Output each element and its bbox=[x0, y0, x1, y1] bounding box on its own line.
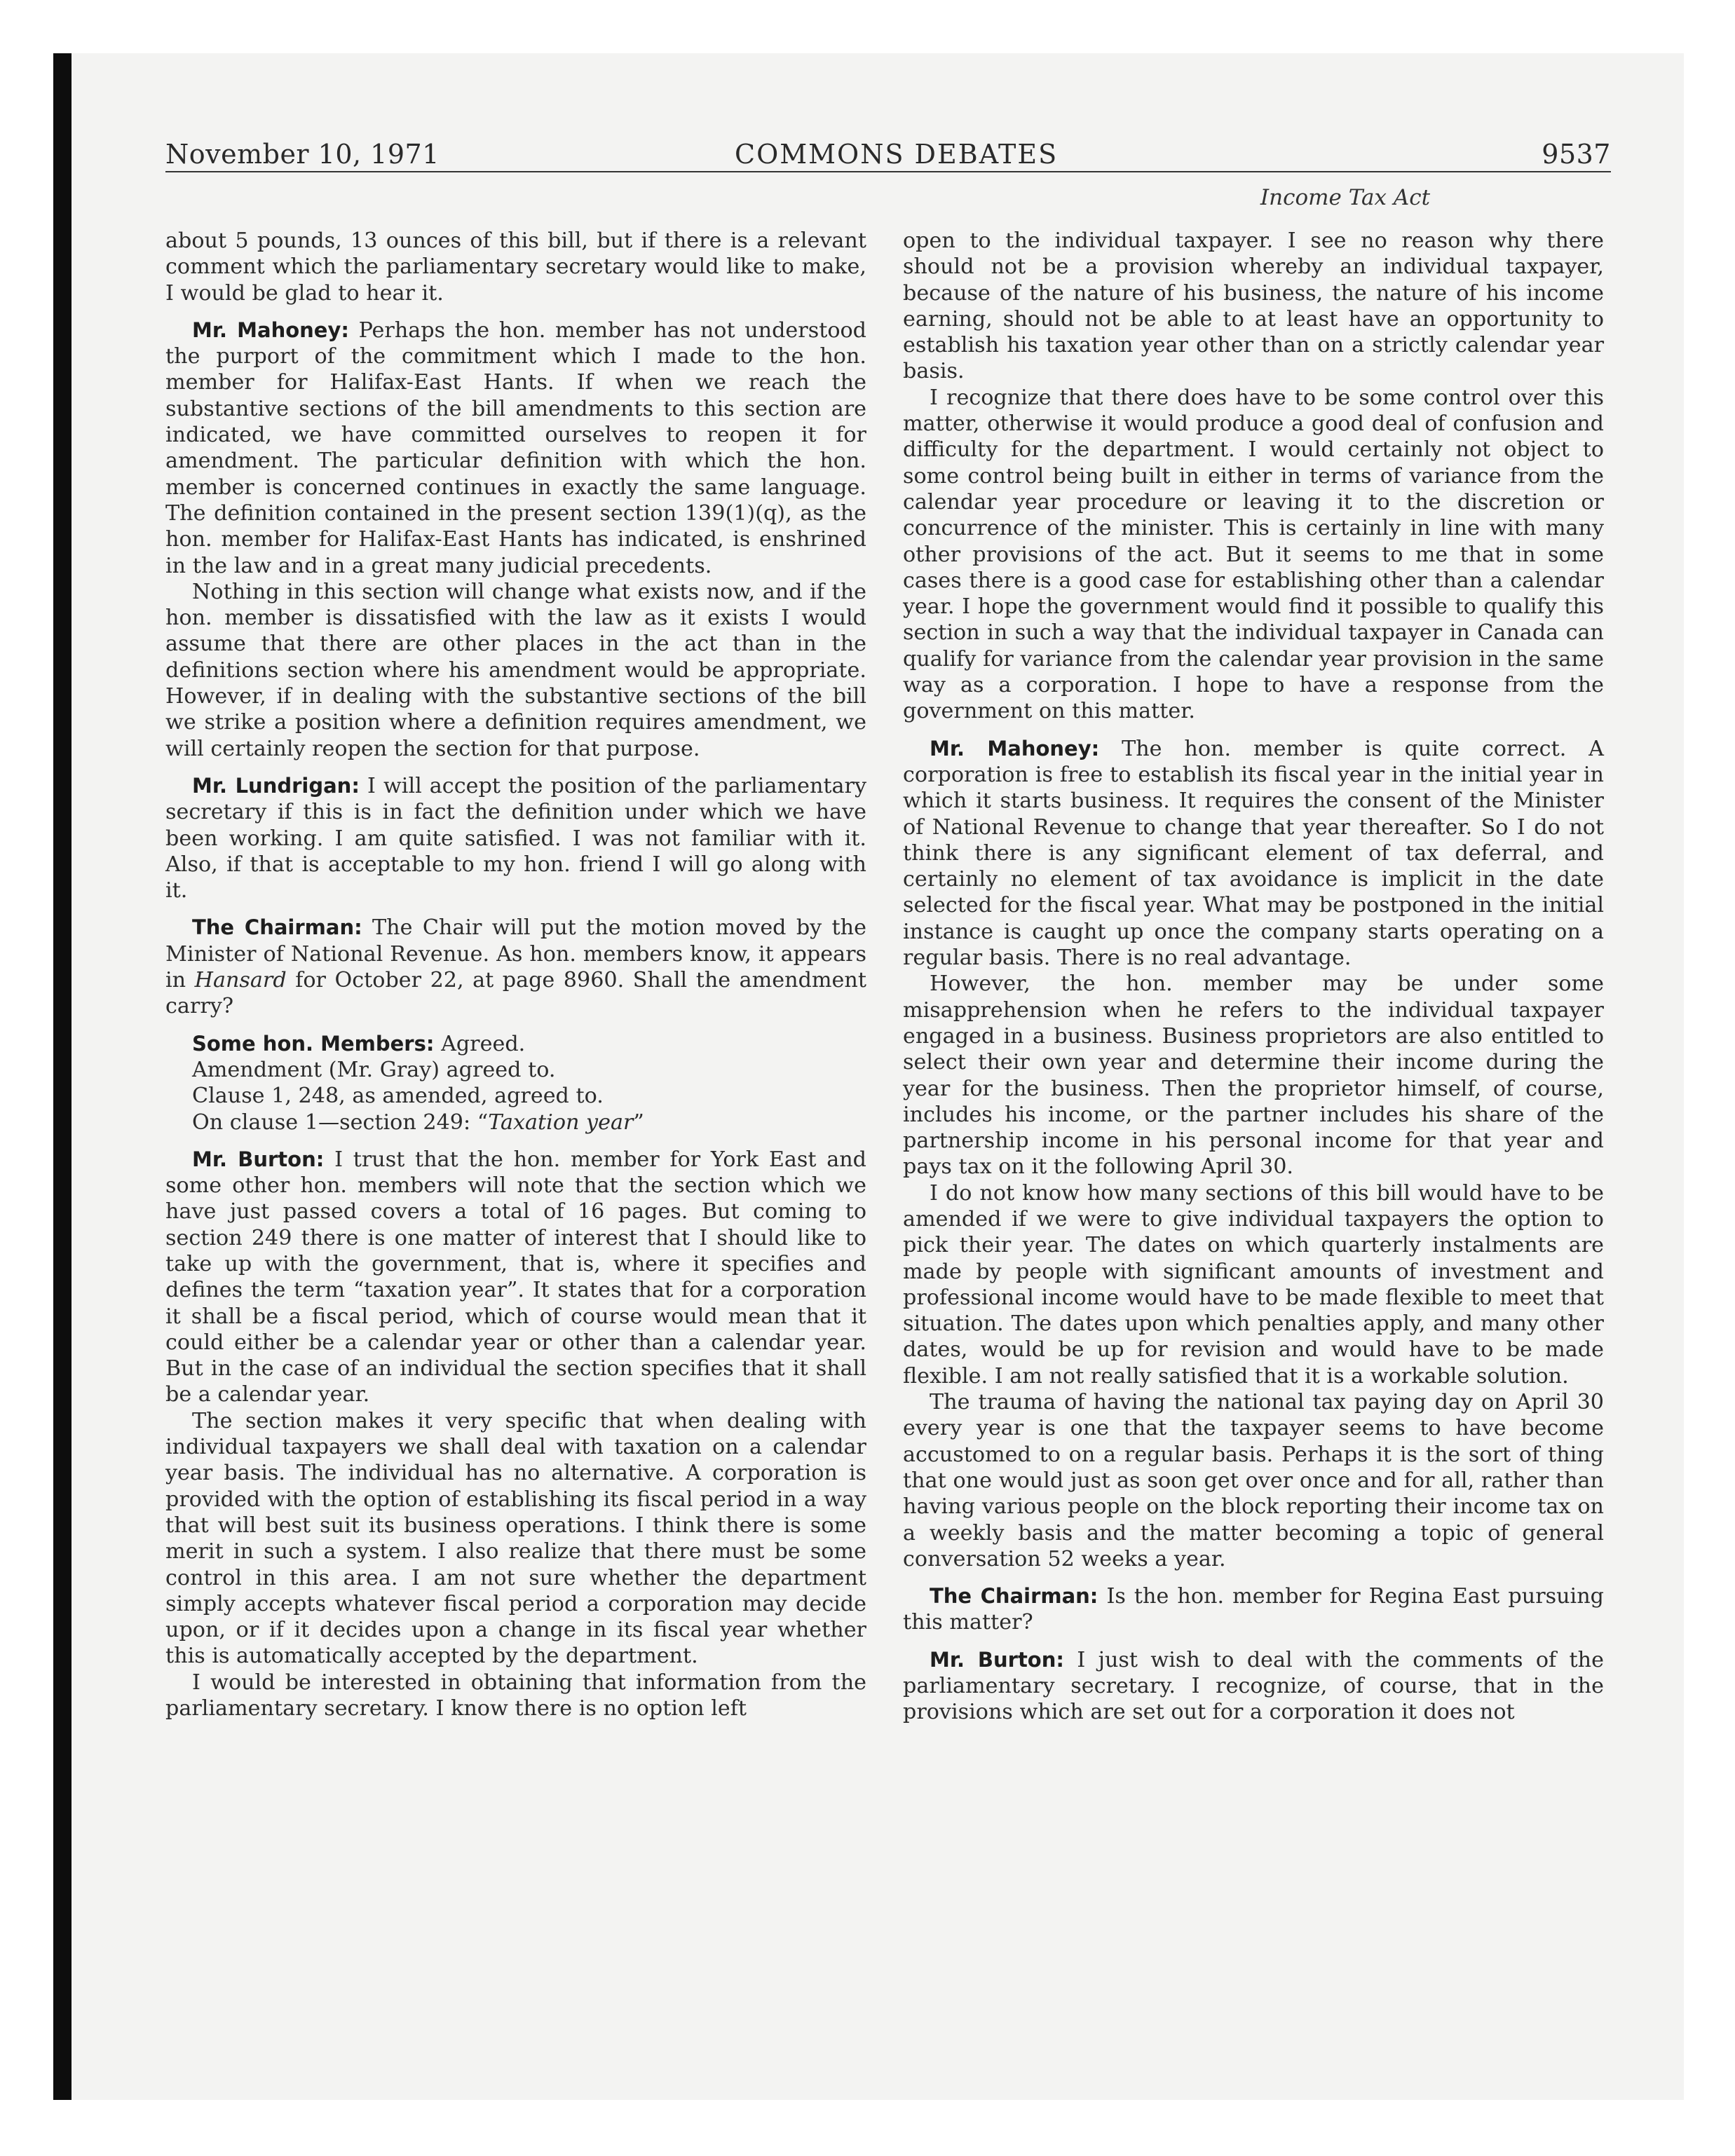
speech bbox=[165, 1147, 866, 1408]
paragraph bbox=[903, 1389, 1604, 1572]
procedure-line bbox=[165, 1083, 866, 1109]
header-title: COMMONS DEBATES bbox=[735, 139, 1059, 170]
speaker-name: Mr. Burton: bbox=[930, 1647, 1064, 1672]
paragraph-text: Clause 1, 248, as amended, agreed to. bbox=[192, 1084, 604, 1109]
paragraph-text: The section makes it very specific that when dealing with individual taxpayers we shall deal with taxation on a calendar year basis. The individual has no alternative. A corporation is provided with the option of establishing its fiscal period in a way that will best suit its business operations. I think there is some merit in such a system. I also realize that there must be some control in this area. I am not sure whether the department simply accepts whatever fiscal period a corporation may decide upon, or if it decides upon a change in its fiscal year whether this is automatically accepted by the department. bbox=[165, 1408, 866, 1669]
speech bbox=[165, 915, 866, 1019]
speech-text: I just wish to deal with the comments of the parliamentary secretary. I recognize, of course, that in the provisions which are set out for a corporation it does not bbox=[903, 1647, 1604, 1725]
header-date: November 10, 1971 bbox=[165, 139, 440, 170]
speaker-name: Mr. Burton: bbox=[192, 1147, 325, 1171]
paragraph-text: about 5 pounds, 13 ounces of this bill, but if there is a relevant comment which the parliamentary secretary would like to make, I would be glad to hear it. bbox=[165, 228, 866, 306]
speech bbox=[903, 1583, 1604, 1636]
paragraph-text: The trauma of having the national tax paying day on April 30 every year is one that the taxpayer seems to have become accustomed to on a regular basis. Perhaps it is the sort of thing that one would just as soon get over once and for all, rather than having various people on the block reporting their income tax on a weekly basis and the matter becoming a topic of general conversation 52 weeks a year. bbox=[903, 1390, 1604, 1571]
right-column bbox=[903, 228, 1604, 1726]
speech-text: I trust that the hon. member for York East and some other hon. members will note that the section which we have just passed covers a total of 16 pages. But coming to section 249 there is one matter of interest that I should like to take up with the government, that is, where it specifies and defines the term “taxation year”. It states that for a corporation it shall be a fiscal period, which of course would mean that it could either be a calendar year or other than a calendar year. But in the case of an individual the section specifies that it shall be a calendar year. bbox=[165, 1147, 866, 1407]
paragraph-text: I would be interested in obtaining that information from the parliamentary secretary. I know there is no option left bbox=[165, 1670, 866, 1721]
header-rule bbox=[165, 171, 1611, 172]
paragraph-text: However, the hon. member may be under some misapprehension when he refers to the individual taxpayer engaged in a business. Business proprietors are also entitled to select their own year and determine their income during the year for the business. Then the proprietor himself, of course, includes his income, or the partner includes his share of the partnership income in his personal income for that year and pays tax on it the following April 30. bbox=[903, 971, 1604, 1180]
paragraph bbox=[903, 228, 1604, 385]
speech bbox=[903, 736, 1604, 971]
paragraph bbox=[165, 579, 866, 762]
speech bbox=[903, 1647, 1604, 1726]
paragraph-text: I recognize that there does have to be some control over this matter, otherwise it would produce a good deal of confusion and difficulty for the department. I would certainly not object to some control being built in either in terms of variance from the calendar year procedure or leaving it to the discretion or concurrence of the minister. This is certainly in line with many other provisions of the act. But it seems to me that in some cases there is a good case for establishing other than a calendar year. I hope the government would find it possible to qualify this section in such a way that the individual taxpayer in Canada can qualify for variance from the calendar year provision in the same way as a corporation. I hope to have a response from the government on this matter. bbox=[903, 385, 1604, 724]
paragraph bbox=[903, 971, 1604, 1180]
paragraph bbox=[903, 1180, 1604, 1389]
speech-text: The hon. member is quite correct. A corporation is free to establish its fiscal year in the initial year in which it starts business. It requires the consent of the Minister of National Revenue to change that year thereafter. So I do not think there is any significant element of tax deferral, and certainly no element of tax avoidance is implicit in the date selected for the fiscal year. What may be postponed in the initial instance is caught up once the company starts operating on a regular basis. There is no real advantage. bbox=[903, 736, 1604, 971]
speaker-name: The Chairman: bbox=[930, 1584, 1098, 1609]
hansard-title: Hansard bbox=[194, 968, 287, 993]
paragraph-text: I do not know how many sections of this bill would have to be amended if we were to give individual taxpayers the option to pick their year. The dates on which quarterly instalments are made by people with significant amounts of investment and professional income would have to be made flexible to meet that situation. The dates upon which penalties apply, and many other dates, would be up for revision and would have to be made flexible. I am not really satisfied that it is a workable solution. bbox=[903, 1180, 1604, 1389]
binding-shadow bbox=[53, 53, 72, 2100]
paragraph-text: ” bbox=[633, 1110, 644, 1135]
paragraph-text: open to the individual taxpayer. I see no reason why there should not be a provision whereby an individual taxpayer, because of the nature of his business, the nature of his income earning, should not be able to at least have an opportunity to establish his taxation year other than on a strictly calendar year basis. bbox=[903, 228, 1604, 384]
speech-text: Perhaps the hon. member has not understood the purport of the commitment which I made to the hon. member for Halifax-East Hants. If when we reach the substantive sections of the bill amendments to this section are indicated, we have committed ourselves to reopen it for amendment. The particular definition with which the hon. member is concerned continues in exactly the same language. The definition contained in the present section 139(1)(q), as the hon. member for Halifax-East Hants has indicated, is enshrined in the law and in a great many judicial precedents. bbox=[165, 318, 866, 578]
page-number: 9537 bbox=[1542, 139, 1611, 170]
procedure-line bbox=[165, 1057, 866, 1083]
speech-text: Is the hon. member for Regina East pursuing this matter? bbox=[903, 1584, 1604, 1635]
paragraph-text: On clause 1—section 249: “ bbox=[192, 1110, 489, 1135]
speaker-name: Mr. Mahoney: bbox=[930, 736, 1100, 760]
procedure-line bbox=[165, 1110, 866, 1135]
speaker-name: Mr. Lundrigan: bbox=[192, 773, 360, 798]
speech bbox=[165, 1031, 866, 1057]
left-column bbox=[165, 228, 866, 1721]
paragraph-text: Nothing in this section will change what exists now, and if the hon. member is dissatisfied with the law as it exists I would assume that there are other places in the act than in the definitions section where his amendment would be appropriate. However, if in dealing with the substantive sections of the bill we strike a position where a definition requires amendment, we will certainly reopen the section for that purpose. bbox=[165, 579, 866, 761]
paragraph bbox=[903, 385, 1604, 725]
paragraph bbox=[165, 1408, 866, 1670]
speech-text: I will accept the position of the parliamentary secretary if this is in fact the definition under which we have been working. I am quite satisfied. I was not familiar with it. Also, if that is acceptable to my hon. friend I will go along with it. bbox=[165, 773, 866, 903]
speech-text: Agreed. bbox=[441, 1031, 526, 1056]
speech-text: The Chair will put the motion moved by the Minister of National Revenue. As hon. members know, it appears in bbox=[165, 915, 866, 993]
paragraph bbox=[165, 1670, 866, 1722]
speech bbox=[165, 773, 866, 903]
paragraph bbox=[165, 228, 866, 306]
speaker-name: Some hon. Members: bbox=[192, 1031, 435, 1056]
paragraph-text: Amendment (Mr. Gray) agreed to. bbox=[192, 1057, 556, 1082]
speaker-name: The Chairman: bbox=[192, 915, 362, 940]
section-title: Income Tax Act bbox=[1260, 185, 1431, 210]
speech bbox=[165, 318, 866, 579]
speech-text: for October 22, at page 8960. Shall the amendment carry? bbox=[165, 968, 866, 1019]
defined-term: Taxation year bbox=[488, 1110, 634, 1135]
speaker-name: Mr. Mahoney: bbox=[192, 318, 349, 342]
